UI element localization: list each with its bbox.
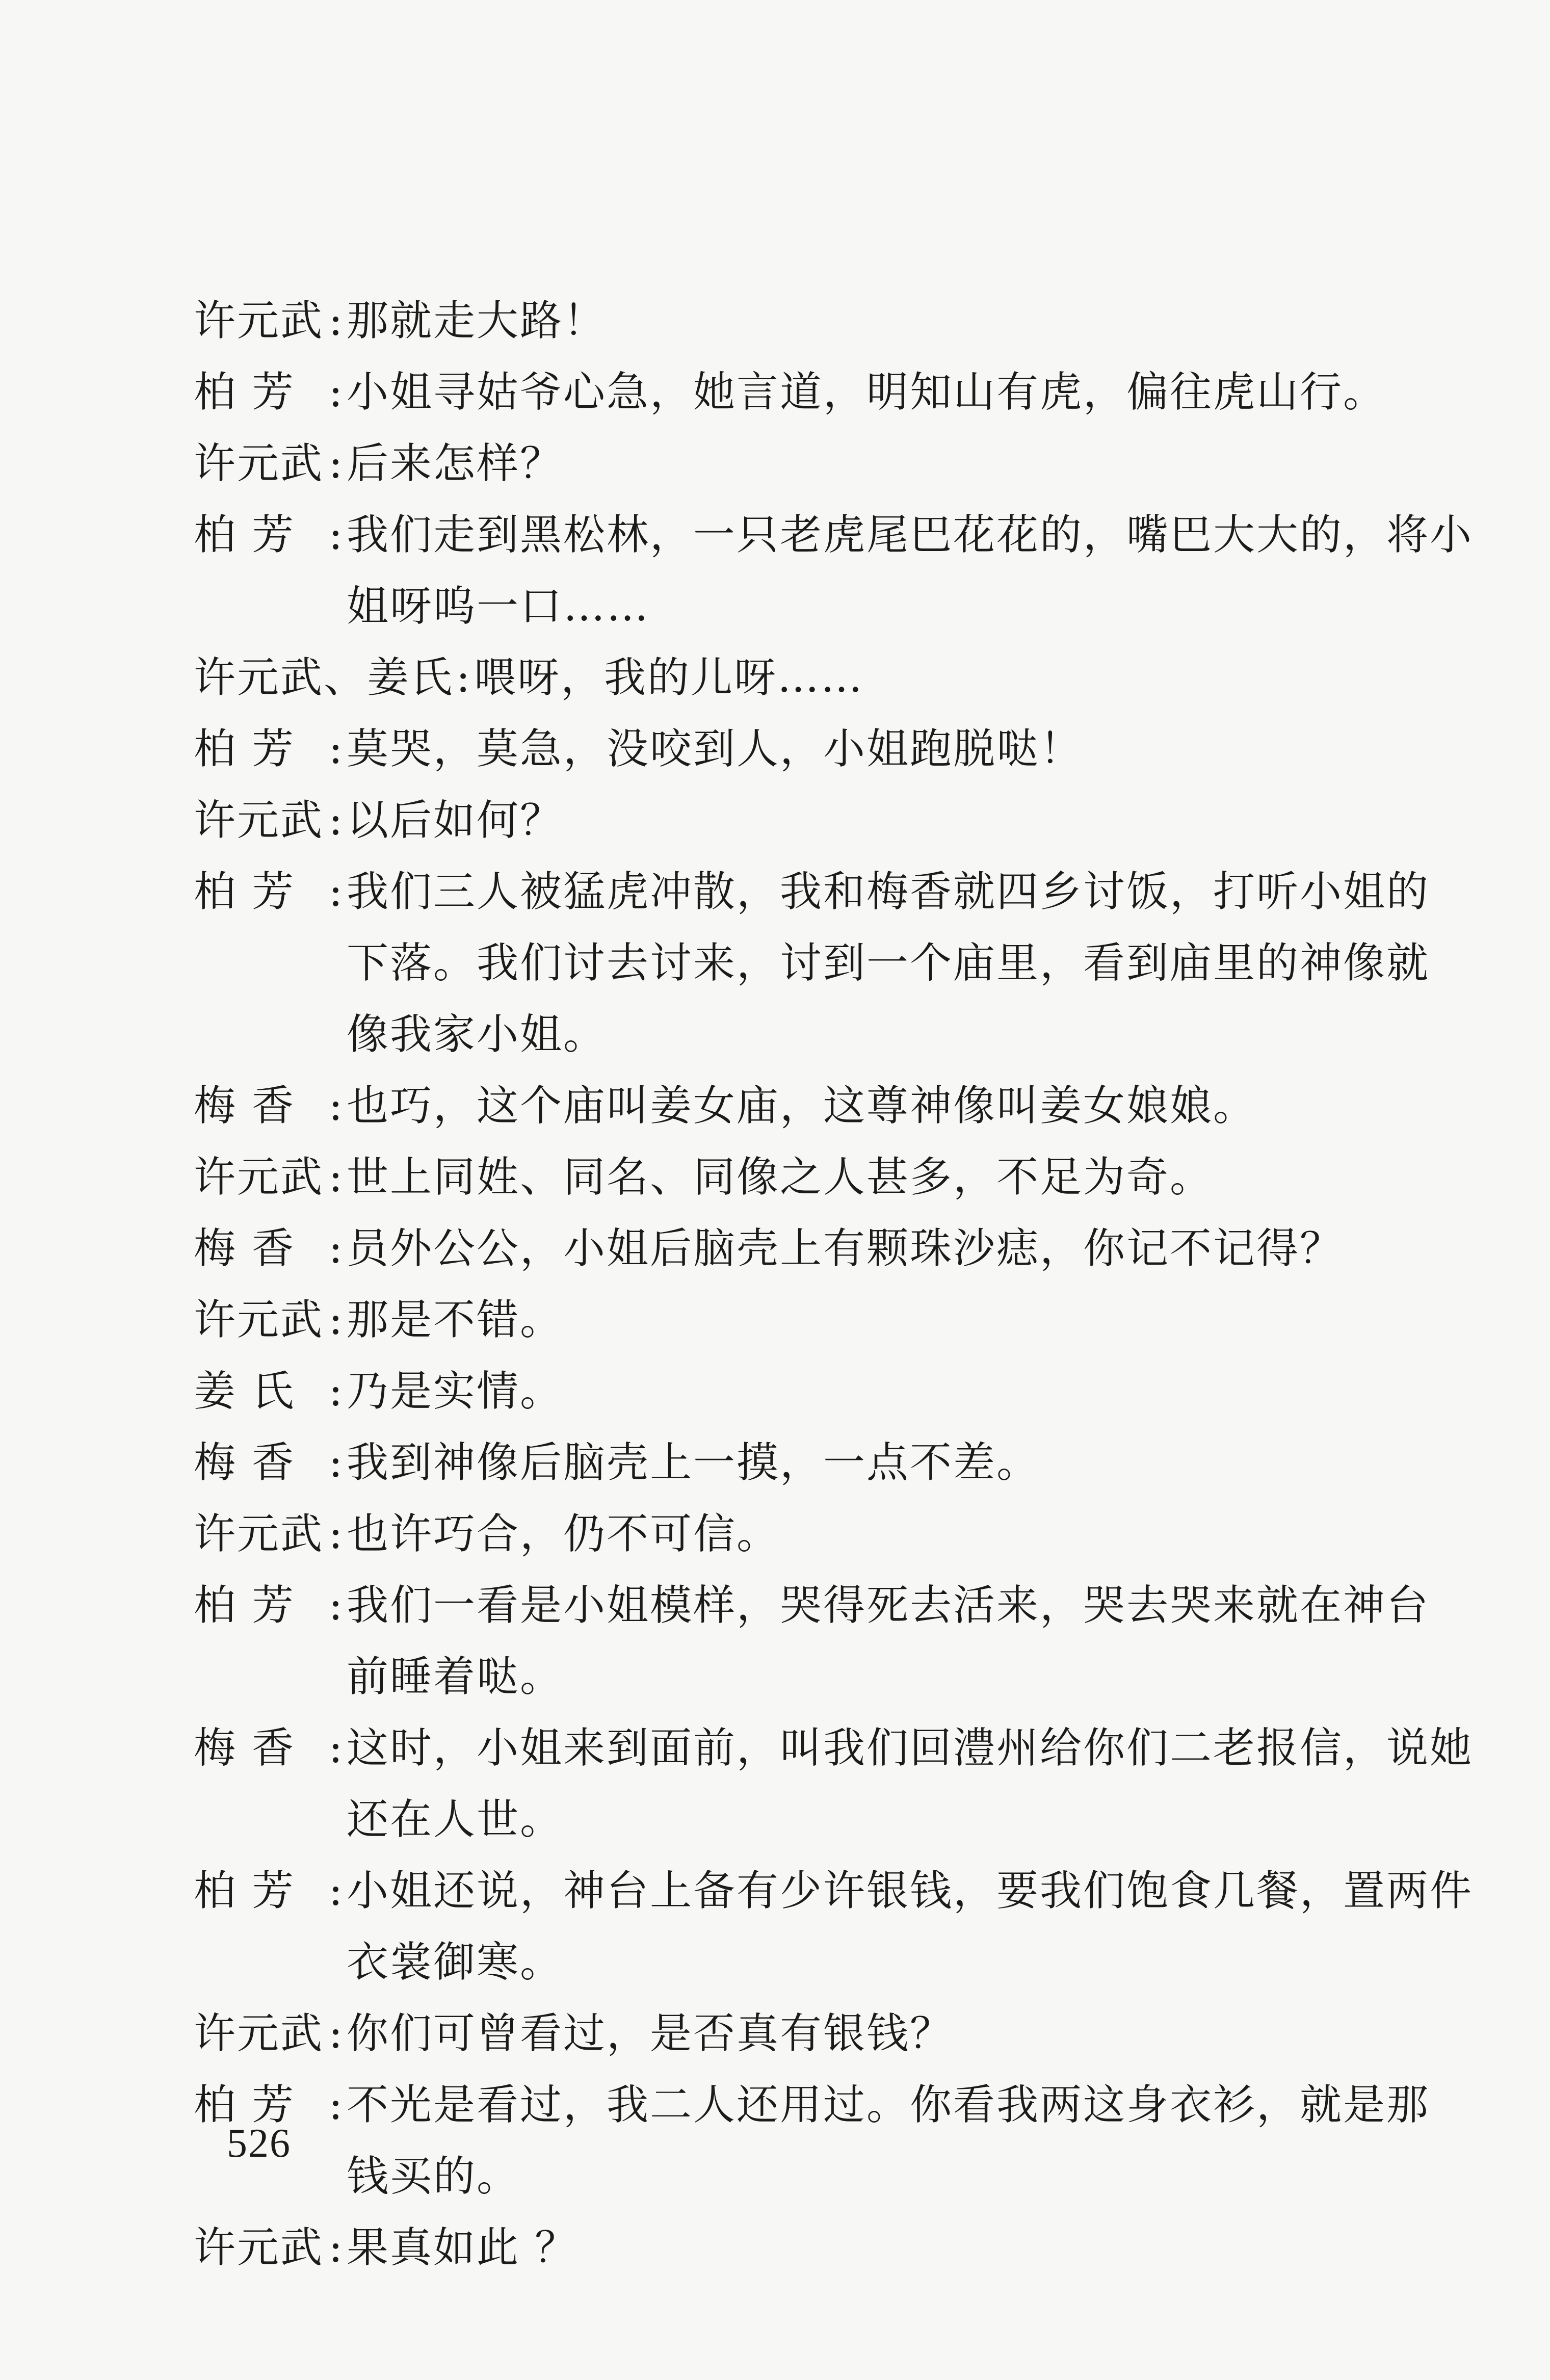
speaker-name: 梅 香 (194, 1224, 296, 1273)
dialogue-text: 衣裳御寒。 (347, 1938, 564, 1986)
speaker-name: 柏 芳 (194, 1581, 296, 1630)
speaker-name: 许元武 (194, 2009, 324, 2058)
speaker-name: 梅 香 (194, 1724, 296, 1772)
dialogue-text: 下落。我们讨去讨来，讨到一个庙里，看到庙里的神像就 (347, 939, 1430, 987)
speaker-name: 柏 芳 (194, 368, 296, 416)
dialogue-line (194, 785, 1397, 856)
dialogue-line (194, 428, 1397, 500)
dialogue-line (194, 1998, 1397, 2070)
dialogue-text: 乃是实情。 (347, 1367, 564, 1416)
speaker-colon: : (328, 796, 345, 845)
speaker-colon: : (328, 1296, 345, 1344)
dialogue-block (194, 285, 1474, 2284)
dialogue-line (194, 999, 1397, 1070)
speaker-colon: : (328, 2224, 345, 2272)
dialogue-text: 那就走大路！ (347, 297, 607, 345)
dialogue-text: 我们三人被猛虎冲散，我和梅香就四乡讨饭，打听小姐的 (347, 868, 1430, 916)
speaker-colon: : (328, 725, 345, 773)
speaker-name: 姜 氏 (194, 1367, 296, 1416)
dialogue-text: 前睡着哒。 (347, 1653, 564, 1701)
dialogue-line (194, 714, 1397, 785)
dialogue-text: 我们一看是小姐模样，哭得死去活来，哭去哭来就在神台 (347, 1581, 1430, 1630)
dialogue-line (194, 1641, 1397, 1713)
dialogue-text: 以后如何？ (347, 796, 564, 845)
dialogue-text: 像我家小姐。 (347, 1010, 607, 1059)
speaker-colon: : (328, 1439, 345, 1487)
speaker-name: 柏 芳 (194, 1867, 296, 1915)
dialogue-line (194, 1855, 1474, 1927)
dialogue-text: 钱买的。 (347, 2152, 520, 2201)
speaker-name: 柏 芳 (194, 2081, 296, 2129)
dialogue-line (194, 1499, 1397, 1570)
dialogue-line (194, 1784, 1397, 1855)
dialogue-line (194, 285, 1397, 357)
speaker-colon: : (328, 297, 345, 345)
speaker-colon: : (328, 1510, 345, 1558)
speaker-name: 柏 芳 (194, 511, 296, 559)
speaker-colon: : (328, 1867, 345, 1915)
dialogue-text: 也巧，这个庙叫姜女庙，这尊神像叫姜女娘娘。 (347, 1082, 1257, 1130)
speaker-colon: : (456, 653, 472, 702)
dialogue-line (194, 1927, 1397, 1998)
dialogue-line (194, 2212, 1397, 2284)
speaker-name: 许元武 (194, 2224, 324, 2272)
speaker-colon: : (328, 1581, 345, 1630)
dialogue-text: 我到神像后脑壳上一摸，一点不差。 (347, 1439, 1040, 1487)
dialogue-text: 还在人世。 (347, 1795, 564, 1844)
dialogue-text: 那是不错。 (347, 1296, 564, 1344)
dialogue-line (194, 1570, 1430, 1641)
speaker-colon: : (328, 1367, 345, 1416)
dialogue-text: 小姐还说，神台上备有少许银钱，要我们饱食几餐，置两件 (347, 1867, 1474, 1915)
speaker-name: 许元武 (194, 1296, 324, 1344)
dialogue-line (194, 2070, 1430, 2141)
dialogue-line (194, 1142, 1397, 1213)
dialogue-text: 小姐寻姑爷心急，她言道，明知山有虎，偏往虎山行。 (347, 368, 1387, 416)
dialogue-text: 不光是看过，我二人还用过。你看我两这身衣衫，就是那 (347, 2081, 1430, 2129)
speaker-name: 许元武 (194, 439, 324, 488)
speaker-colon: : (328, 511, 345, 559)
speaker-colon: : (328, 1224, 345, 1273)
page-number: 526 (227, 2121, 291, 2166)
speaker-name: 许元武 (194, 297, 324, 345)
dialogue-line (194, 642, 1397, 714)
speaker-name: 许元武、姜氏 (194, 653, 454, 702)
speaker-colon: : (328, 1724, 345, 1772)
speaker-name: 许元武 (194, 1510, 324, 1558)
speaker-name: 柏 芳 (194, 725, 296, 773)
speaker-colon: : (328, 2081, 345, 2129)
speaker-name: 梅 香 (194, 1439, 296, 1487)
dialogue-line (194, 357, 1397, 428)
speaker-colon: : (328, 868, 345, 916)
speaker-name: 柏 芳 (194, 868, 296, 916)
dialogue-line (194, 1713, 1474, 1784)
dialogue-line (194, 571, 1397, 642)
dialogue-line (194, 1213, 1397, 1285)
dialogue-text: 莫哭，莫急，没咬到人，小姐跑脱哒！ (347, 725, 1084, 773)
dialogue-text: 后来怎样？ (347, 439, 564, 488)
dialogue-text: 姐呀呜一口…… (347, 582, 650, 631)
dialogue-line (194, 1356, 1397, 1427)
speaker-colon: : (328, 368, 345, 416)
dialogue-line (194, 1070, 1397, 1142)
speaker-name: 许元武 (194, 796, 324, 845)
dialogue-line (194, 1285, 1397, 1356)
dialogue-text: 世上同姓、同名、同像之人甚多，不足为奇。 (347, 1153, 1214, 1201)
dialogue-line (194, 856, 1430, 928)
dialogue-line (194, 500, 1474, 571)
dialogue-line (194, 928, 1430, 999)
speaker-colon: : (328, 1153, 345, 1201)
dialogue-text: 你们可曾看过，是否真有银钱？ (347, 2009, 954, 2058)
dialogue-line (194, 1427, 1397, 1499)
dialogue-text: 果真如此 ？ (347, 2224, 579, 2272)
dialogue-text: 我们走到黑松林，一只老虎尾巴花花的，嘴巴大大的，将小 (347, 511, 1474, 559)
dialogue-text: 员外公公，小姐后脑壳上有颗珠沙痣，你记不记得？ (347, 1224, 1344, 1273)
dialogue-text: 喂呀，我的儿呀…… (474, 653, 864, 702)
dialogue-text: 也许巧合，仍不可信。 (347, 1510, 780, 1558)
speaker-colon: : (328, 439, 345, 488)
dialogue-text: 这时，小姐来到面前，叫我们回澧州给你们二老报信，说她 (347, 1724, 1474, 1772)
speaker-colon: : (328, 1082, 345, 1130)
speaker-name: 许元武 (194, 1153, 324, 1201)
speaker-colon: : (328, 2009, 345, 2058)
speaker-name: 梅 香 (194, 1082, 296, 1130)
dialogue-line (194, 2141, 1397, 2212)
